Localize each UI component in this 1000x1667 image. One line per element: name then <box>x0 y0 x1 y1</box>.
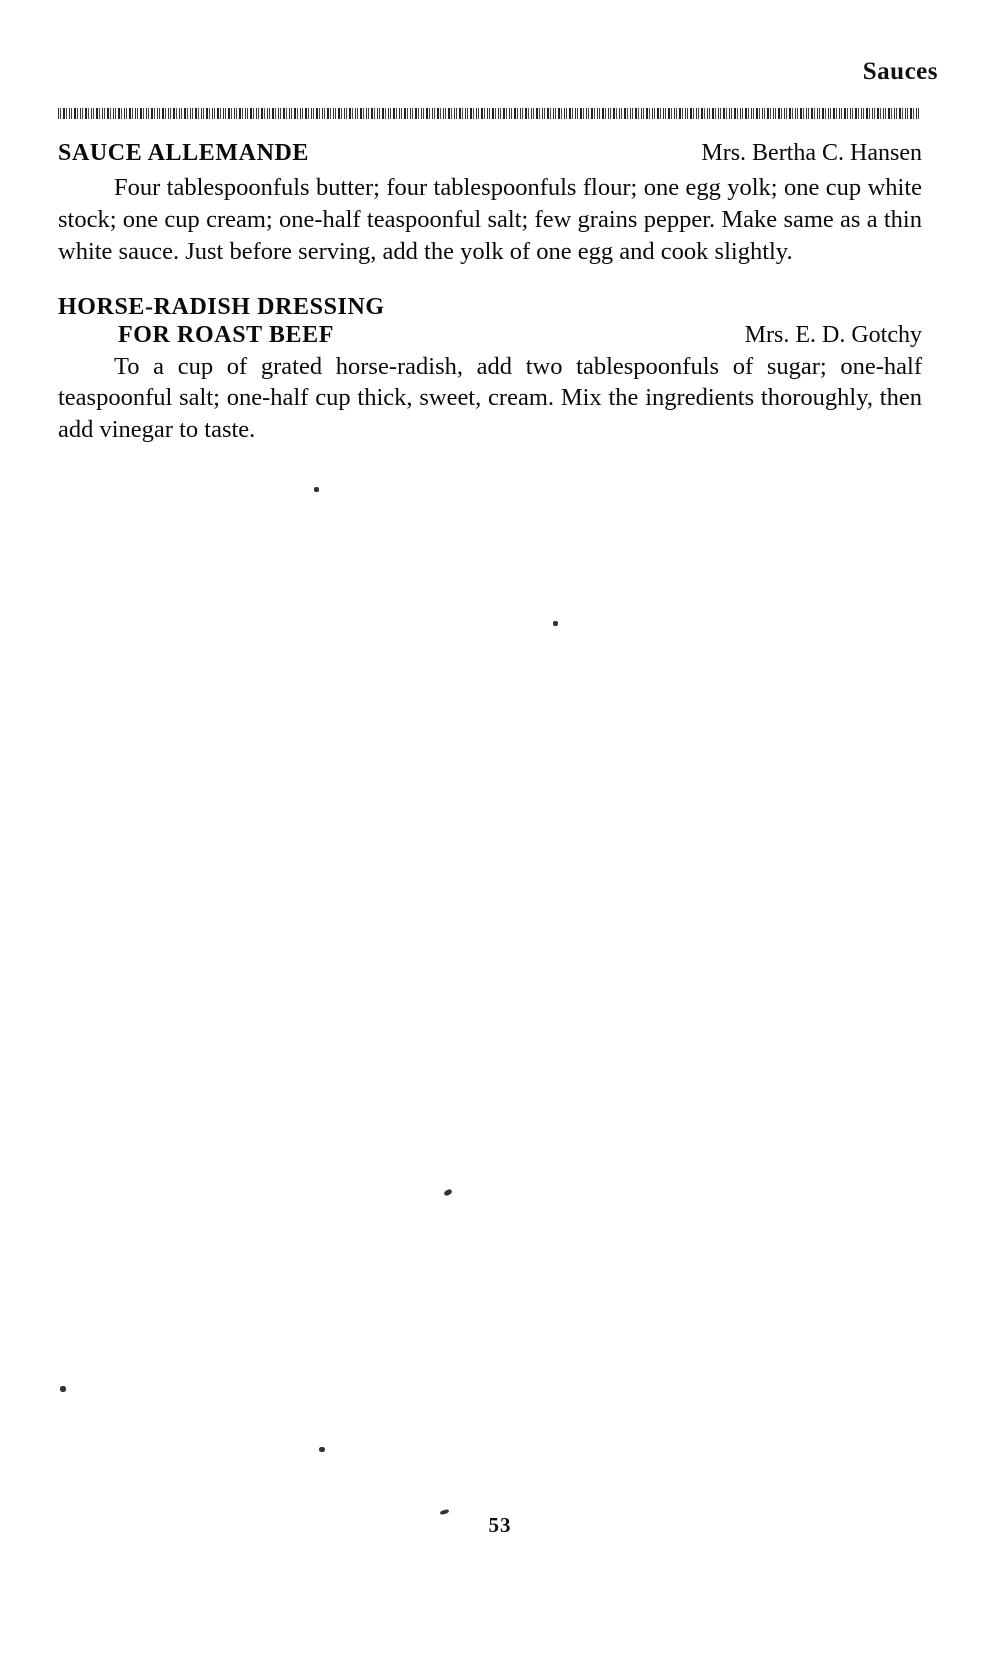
scan-speck-icon <box>319 1447 325 1452</box>
recipe-entry <box>58 140 922 268</box>
recipe-heading <box>58 294 922 349</box>
decorative-rule <box>58 108 920 119</box>
recipe-author: Mrs. Bertha C. Hansen <box>701 140 922 166</box>
recipe-heading <box>58 140 922 170</box>
recipe-subtitle: FOR ROAST BEEF <box>118 321 334 348</box>
recipe-author: Mrs. E. D. Gotchy <box>744 321 922 348</box>
scan-speck-icon <box>443 1188 452 1196</box>
scan-speck-icon <box>60 1386 66 1392</box>
recipe-text: To a cup of grated horse-radish, add two tablespoonfuls of sugar; one-half teaspoonful salt; one-half cup thick, sweet, cream. Mix the ingredients thoroughly, then add vinegar to taste. <box>58 352 922 444</box>
recipe-text: Four tablespoonfuls butter; four tablespoonfuls flour; one egg yolk; one cup white stock; one cup cream; one-half teaspoonful salt; few grains pepper. Make same as a thin white sauce. Just before serving, add the yolk of one egg and cook slightly. <box>58 174 922 265</box>
recipe-title: SAUCE ALLEMANDE <box>58 140 310 166</box>
recipe-title: HORSE-RADISH DRESSING <box>58 293 385 320</box>
recipe-entry <box>58 294 922 447</box>
page-body <box>58 140 922 472</box>
scan-speck-icon <box>314 487 319 492</box>
page-number: 53 <box>488 1513 512 1537</box>
scan-speck-icon <box>553 621 558 626</box>
running-head: Sauces <box>862 58 938 85</box>
